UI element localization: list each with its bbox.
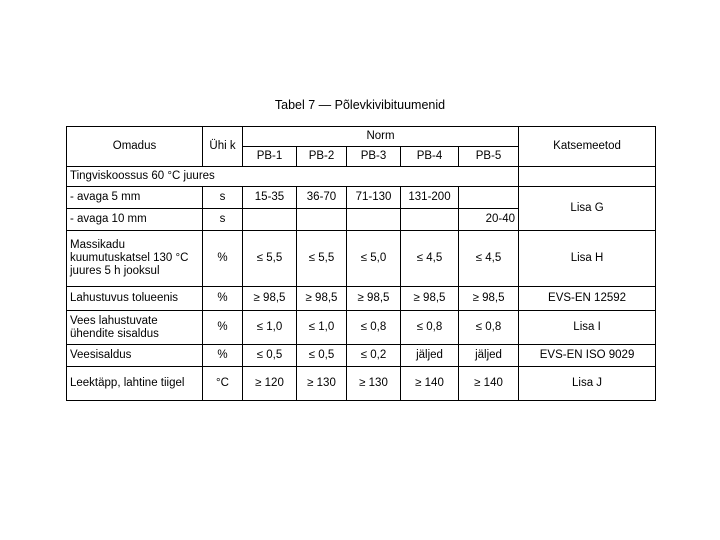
value-pb5: ≥ 140 — [459, 367, 519, 401]
value-pb1: ≤ 1,0 — [243, 311, 297, 345]
value-pb2: 36-70 — [297, 187, 347, 209]
value-pb1: ≥ 120 — [243, 367, 297, 401]
value-pb5: ≥ 98,5 — [459, 287, 519, 311]
value-pb2: ≥ 130 — [297, 367, 347, 401]
table-row — [67, 311, 656, 345]
header-row-1 — [67, 127, 656, 147]
value-pb2: ≤ 0,5 — [297, 345, 347, 367]
grade-pb5: PB-5 — [459, 147, 519, 167]
property-toluene: Lahustuvus tolueenis — [67, 287, 203, 311]
unit-cell: s — [203, 209, 243, 231]
grade-pb2: PB-2 — [297, 147, 347, 167]
value-pb5: ≤ 4,5 — [459, 231, 519, 287]
value-pb4-empty — [401, 209, 459, 231]
method-cell: EVS-EN ISO 9029 — [519, 345, 656, 367]
value-pb1-empty — [243, 209, 297, 231]
table-row — [67, 367, 656, 401]
value-pb3: ≥ 130 — [347, 367, 401, 401]
value-pb2: ≤ 5,5 — [297, 231, 347, 287]
header-norm: Norm — [243, 127, 519, 147]
value-pb5: ≤ 0,8 — [459, 311, 519, 345]
property-aperture10: - avaga 10 mm — [67, 209, 203, 231]
header-methods: Katsemeetod — [519, 127, 656, 167]
value-pb3: ≤ 0,2 — [347, 345, 401, 367]
grade-pb3: PB-3 — [347, 147, 401, 167]
property-water: Veesisaldus — [67, 345, 203, 367]
table-caption: Tabel 7 — Põlevkivibituumenid — [274, 98, 446, 112]
property-water-soluble: Vees lahustuvate ühendite sisaldus — [67, 311, 203, 345]
value-pb4: ≤ 0,8 — [401, 311, 459, 345]
method-aperture: Lisa G — [519, 187, 656, 231]
value-pb2: ≤ 1,0 — [297, 311, 347, 345]
method-cell: Lisa H — [519, 231, 656, 287]
value-pb1: ≥ 98,5 — [243, 287, 297, 311]
header-property: Omadus — [67, 127, 203, 167]
table-row — [67, 187, 656, 209]
value-pb4: ≥ 98,5 — [401, 287, 459, 311]
bitumen-spec-table — [66, 126, 656, 401]
section-label: Tingviskoossus 60 °C juures — [67, 167, 519, 187]
value-pb4: 131-200 — [401, 187, 459, 209]
unit-cell: % — [203, 231, 243, 287]
unit-cell: % — [203, 287, 243, 311]
value-pb2-empty — [297, 209, 347, 231]
section-method-cell — [519, 167, 656, 187]
unit-cell: % — [203, 311, 243, 345]
value-pb2: ≥ 98,5 — [297, 287, 347, 311]
value-pb5-empty — [459, 187, 519, 209]
method-cell: EVS-EN 12592 — [519, 287, 656, 311]
value-pb4: ≤ 4,5 — [401, 231, 459, 287]
table-row — [67, 287, 656, 311]
unit-cell: s — [203, 187, 243, 209]
header-unit: Ühi k — [203, 127, 243, 167]
grade-pb4: PB-4 — [401, 147, 459, 167]
value-pb1: ≤ 0,5 — [243, 345, 297, 367]
value-pb3: ≥ 98,5 — [347, 287, 401, 311]
method-cell: Lisa I — [519, 311, 656, 345]
method-cell: Lisa J — [519, 367, 656, 401]
value-pb4: ≥ 140 — [401, 367, 459, 401]
unit-cell: % — [203, 345, 243, 367]
property-mass-loss: Massikadu kuumutuskatsel 130 °C juures 5 h jooksul — [67, 231, 203, 287]
value-pb4: jäljed — [401, 345, 459, 367]
value-pb3: ≤ 0,8 — [347, 311, 401, 345]
unit-cell: °C — [203, 367, 243, 401]
value-pb1: ≤ 5,5 — [243, 231, 297, 287]
table-row — [67, 231, 656, 287]
value-pb3: ≤ 5,0 — [347, 231, 401, 287]
value-pb3-empty — [347, 209, 401, 231]
property-aperture5: - avaga 5 mm — [67, 187, 203, 209]
grade-pb1: PB-1 — [243, 147, 297, 167]
value-pb5: 20-40 — [459, 209, 519, 231]
value-pb3: 71-130 — [347, 187, 401, 209]
property-flash-point: Leektäpp, lahtine tiigel — [67, 367, 203, 401]
section-row — [67, 167, 656, 187]
value-pb1: 15-35 — [243, 187, 297, 209]
value-pb5: jäljed — [459, 345, 519, 367]
table-row — [67, 345, 656, 367]
